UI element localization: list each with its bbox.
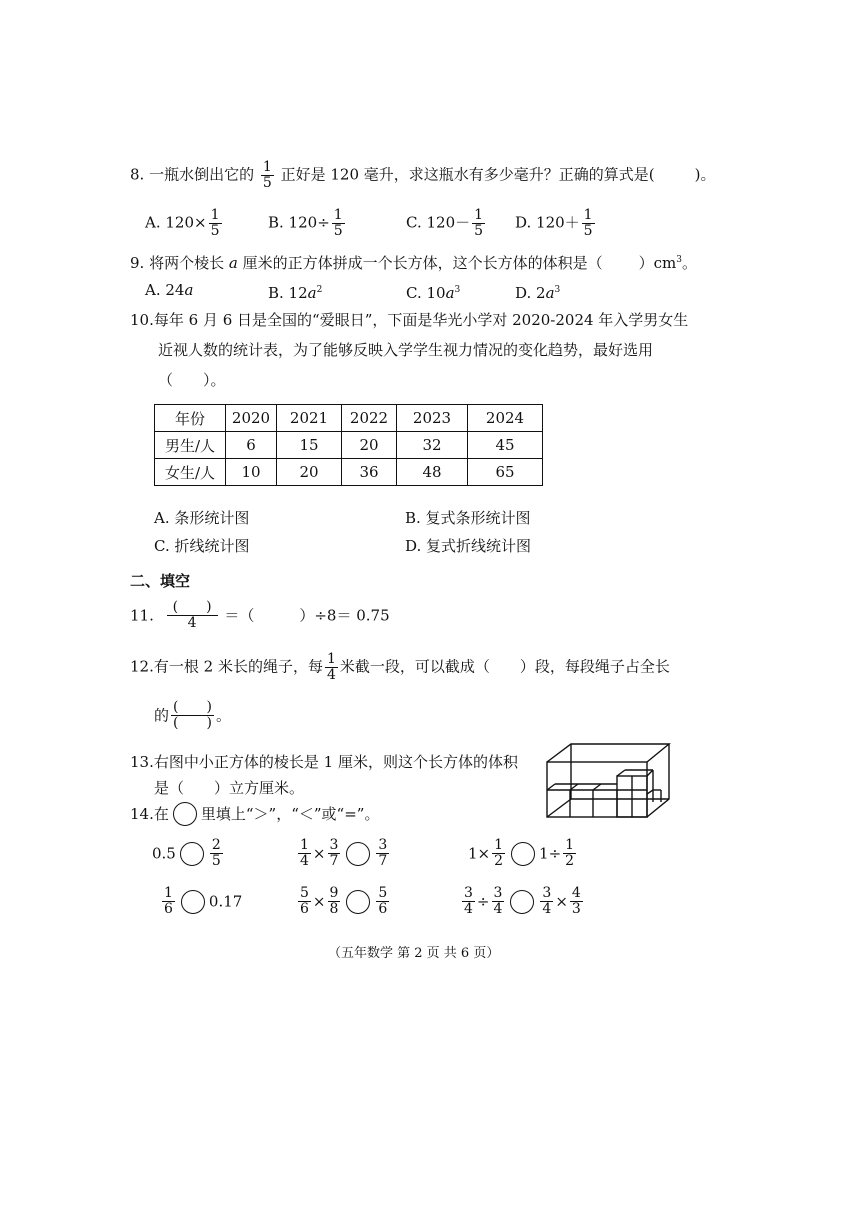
- question-text: 右图中小正方体的棱长是 1 厘米，则这个长方体的体积: [153, 753, 518, 771]
- q10-option-a[interactable]: A. 条形统计图: [154, 509, 250, 527]
- question-10: [130, 310, 688, 330]
- table-cell: 女生/人: [155, 459, 226, 486]
- table-row: [155, 459, 543, 486]
- q9-option-c[interactable]: C. $10a^3$: [406, 284, 461, 302]
- table-cell: 48: [397, 459, 468, 486]
- fraction-blank[interactable]: $\frac{( )}{( )}$: [173, 699, 212, 731]
- q10-option-b[interactable]: B. 复式条形统计图: [405, 509, 531, 527]
- compare-circle[interactable]: [511, 842, 535, 866]
- compare-item: $\frac{1}{6}$ 0.17: [164, 885, 243, 917]
- question-text: 。: [682, 254, 698, 272]
- question-text: 是（ ）立方厘米。: [154, 779, 305, 797]
- compare-circle[interactable]: [510, 890, 534, 914]
- question-number: 10.: [130, 311, 154, 329]
- table-cell: 20: [277, 459, 342, 486]
- question-text: ）cm: [638, 254, 677, 272]
- table-cell: 45: [468, 432, 543, 459]
- fraction-blank[interactable]: $\frac{( )}{4}$: [167, 600, 218, 631]
- question-text: 的: [154, 706, 170, 725]
- q8-option-b[interactable]: B. 120÷ $\frac{1}{5}$: [268, 207, 343, 239]
- question-13: [130, 752, 518, 772]
- compare-item: $\frac{1}{4}$ × $\frac{3}{7}$ $\frac{3}{7}$: [300, 837, 388, 869]
- compare-circle[interactable]: [346, 842, 370, 866]
- table-cell: 2020: [226, 405, 277, 432]
- compare-circle-example: [173, 802, 197, 826]
- compare-circle[interactable]: [181, 890, 205, 914]
- q9-option-d[interactable]: D. $2a^3$: [515, 284, 561, 302]
- page-footer: （五年数学 第 2 页 共 6 页）: [328, 946, 500, 961]
- question-11: [130, 600, 390, 631]
- unit-exponent: 3: [676, 255, 682, 265]
- question-text: 在: [153, 805, 169, 823]
- question-text: 近视人数的统计表，为了能够反映入学学生视力情况的变化趋势，最好选用: [158, 341, 654, 359]
- question-number: 8.: [130, 165, 145, 184]
- compare-item: 0.5 $\frac{2}{5}$: [152, 837, 221, 869]
- compare-circle[interactable]: [180, 842, 204, 866]
- section-heading: 二、填空: [130, 572, 191, 590]
- table-cell: 15: [277, 432, 342, 459]
- table-cell: 65: [468, 459, 543, 486]
- q10-option-d[interactable]: D. 复式折线统计图: [405, 537, 532, 555]
- table-cell: 10: [226, 459, 277, 486]
- table-cell: 男生/人: [155, 432, 226, 459]
- table-cell: 2023: [397, 405, 468, 432]
- q8-option-a[interactable]: A. 120× $\frac{1}{5}$: [145, 207, 220, 239]
- fraction: $\frac{1}{4}$: [326, 651, 336, 683]
- table-row: [155, 432, 543, 459]
- q9-option-a[interactable]: A. 24a: [145, 281, 194, 299]
- table-cell: 20: [342, 432, 397, 459]
- table-cell: 32: [397, 432, 468, 459]
- table-cell: 6: [226, 432, 277, 459]
- question-8: [130, 160, 715, 191]
- question-text: 。: [215, 706, 231, 725]
- question-9: [130, 250, 697, 273]
- compare-item: $\frac{3}{4}$ ÷ $\frac{3}{4}$ $\frac{3}{4}$ × $\frac{4}{3}$: [464, 885, 581, 917]
- question-text: 正好是 120 毫升，求这瓶水有多少毫升？正确的算式是(: [280, 165, 655, 184]
- question-text: ＝（ ）÷8＝ 0.75: [224, 606, 390, 625]
- question-text: 有一根 2 米长的绳子，每: [153, 657, 323, 676]
- statistics-table: [154, 404, 543, 486]
- question-text: )。: [694, 165, 716, 184]
- q8-option-d[interactable]: D. 120＋ $\frac{1}{5}$: [515, 207, 593, 239]
- question-number: 14.: [130, 805, 154, 823]
- table-cell: 2024: [468, 405, 543, 432]
- compare-item: 1× $\frac{1}{2}$ 1÷ $\frac{1}{2}$: [468, 837, 575, 869]
- question-text: 里填上“＞”，“＜”或“=”。: [200, 805, 380, 823]
- question-number: 12.: [130, 657, 154, 676]
- question-12-cont: [154, 700, 231, 731]
- table-cell: 36: [342, 459, 397, 486]
- table-header-row: [155, 405, 543, 432]
- cuboid-figure: [545, 742, 673, 820]
- question-number: 13.: [130, 753, 154, 771]
- question-number: 9.: [130, 254, 145, 272]
- question-text: 米截一段，可以截成（ ）段，每段绳子占全长: [339, 657, 670, 676]
- q10-option-c[interactable]: C. 折线统计图: [154, 537, 250, 555]
- variable: a: [228, 254, 238, 272]
- question-12: [130, 652, 670, 683]
- question-number: 11.: [130, 606, 154, 625]
- question-text: 一瓶水倒出它的: [149, 165, 255, 184]
- answer-blank[interactable]: （ ）。: [158, 371, 226, 389]
- q8-option-c[interactable]: C. 120－ $\frac{1}{5}$: [406, 207, 484, 239]
- question-text: 每年 6 月 6 日是全国的“爱眼日”，下面是华光小学对 2020-2024 年入学男女生: [153, 311, 689, 329]
- q9-option-b[interactable]: B. $12a^2$: [268, 284, 323, 302]
- table-cell: 2022: [342, 405, 397, 432]
- question-14: [130, 802, 379, 826]
- question-text: 将两个棱长: [149, 254, 225, 272]
- compare-circle[interactable]: [346, 890, 370, 914]
- fraction: $\frac{1}{5}$: [262, 159, 272, 191]
- compare-item: $\frac{5}{6}$ × $\frac{9}{8}$ $\frac{5}{6}$: [300, 885, 388, 917]
- table-cell: 年份: [155, 405, 226, 432]
- question-text: 厘米的正方体拼成一个长方体，这个长方体的体积是（: [242, 254, 603, 272]
- table-cell: 2021: [277, 405, 342, 432]
